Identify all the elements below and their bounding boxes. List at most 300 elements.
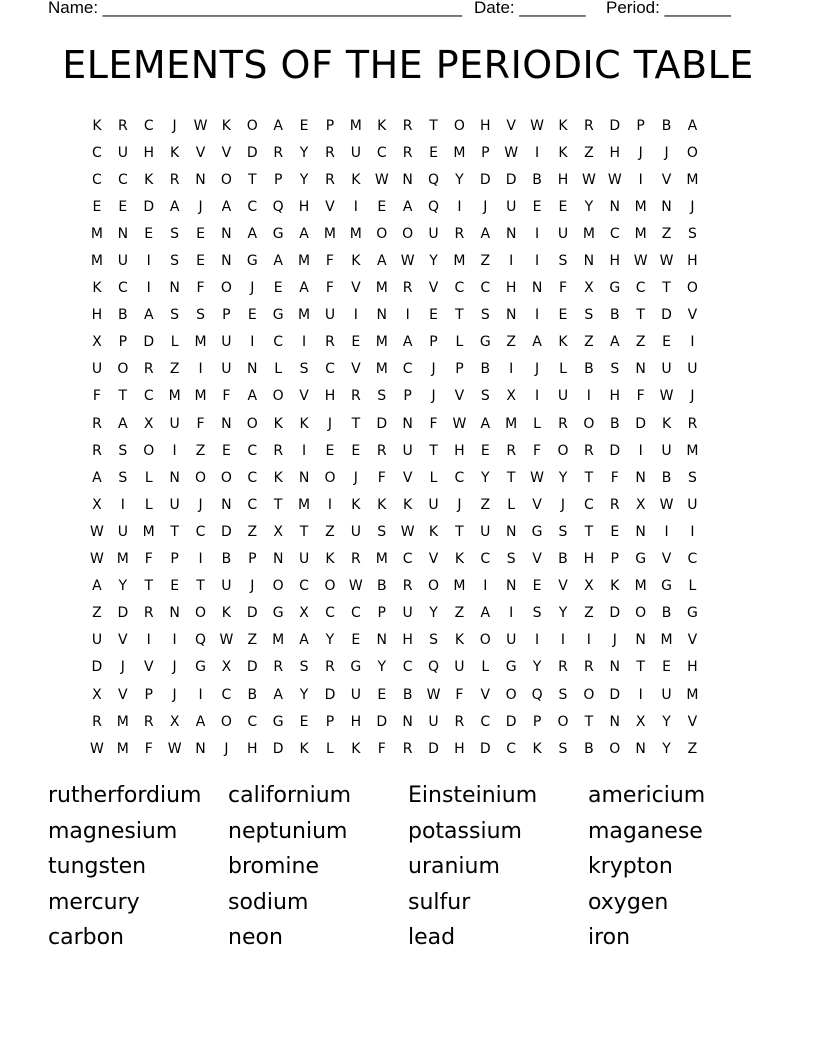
grid-letter: N	[247, 361, 258, 378]
grid-row	[84, 437, 732, 464]
grid-letter: D	[661, 307, 672, 324]
grid-letter: N	[531, 280, 543, 297]
grid-letter: Z	[661, 225, 672, 242]
grid-letter: P	[248, 551, 257, 568]
grid-letter: D	[505, 713, 517, 730]
grid-letter: H	[687, 659, 698, 676]
grid-letter: Y	[299, 144, 309, 161]
grid-letter: W	[530, 117, 544, 134]
grid-letter: M	[194, 388, 207, 405]
grid-letter: I	[586, 632, 591, 649]
grid-letter: N	[635, 632, 646, 649]
grid-letter: L	[481, 659, 490, 676]
word-list-item: tungsten	[48, 854, 147, 880]
grid-letter: V	[118, 686, 128, 703]
grid-row	[84, 139, 732, 166]
grid-letter: S	[299, 659, 309, 676]
grid-letter: O	[220, 469, 232, 486]
grid-letter: V	[687, 632, 698, 649]
grid-letter: X	[635, 713, 646, 730]
grid-letter: A	[273, 686, 283, 703]
grid-letter: V	[195, 144, 206, 161]
grid-letter: K	[273, 469, 283, 486]
grid-letter: E	[299, 117, 309, 134]
grid-letter: J	[224, 740, 229, 757]
grid-letter: R	[402, 280, 413, 297]
grid-letter: M	[116, 740, 129, 757]
grid-letter: Y	[455, 171, 464, 188]
grid-letter: N	[505, 307, 517, 324]
grid-letter: U	[687, 361, 698, 378]
grid-letter: C	[480, 713, 491, 730]
grid-letter: Z	[480, 253, 491, 270]
grid-letter: I	[353, 307, 358, 324]
grid-letter: M	[375, 551, 388, 568]
grid-letter: G	[350, 659, 362, 676]
grid-letter: V	[299, 388, 309, 405]
grid-letter: A	[195, 713, 206, 730]
grid-letter: J	[457, 496, 462, 513]
grid-row	[84, 329, 732, 356]
grid-letter: D	[91, 659, 103, 676]
grid-letter: N	[402, 171, 413, 188]
grid-letter: W	[219, 632, 234, 649]
grid-letter: I	[509, 253, 514, 270]
grid-letter: T	[584, 469, 594, 486]
grid-letter: X	[584, 578, 594, 595]
grid-letter: U	[117, 523, 128, 540]
grid-letter: C	[299, 578, 309, 595]
grid-letter: W	[193, 117, 208, 134]
grid-letter: C	[454, 280, 465, 297]
grid-letter: V	[351, 361, 361, 378]
grid-letter: C	[247, 442, 258, 459]
word-list	[48, 778, 768, 956]
grid-letter: D	[479, 740, 491, 757]
grid-letter: B	[480, 361, 491, 378]
grid-letter: S	[118, 442, 128, 459]
grid-letter: E	[377, 198, 387, 215]
grid-letter: K	[92, 280, 102, 297]
grid-row	[84, 681, 732, 708]
grid-letter: B	[402, 686, 413, 703]
grid-row	[84, 220, 732, 247]
grid-letter: B	[609, 415, 620, 432]
grid-letter: U	[661, 361, 672, 378]
grid-letter: A	[247, 225, 258, 242]
grid-letter: B	[247, 686, 258, 703]
grid-letter: K	[92, 117, 102, 134]
grid-letter: V	[428, 551, 439, 568]
grid-letter: A	[143, 307, 154, 324]
grid-row	[84, 600, 732, 627]
grid-letter: O	[220, 713, 232, 730]
grid-letter: U	[454, 659, 465, 676]
grid-letter: E	[429, 144, 438, 161]
grid-letter: A	[480, 415, 491, 432]
grid-letter: F	[533, 442, 542, 459]
grid-letter: R	[609, 496, 620, 513]
grid-letter: W	[90, 551, 104, 568]
grid-letter: E	[118, 198, 128, 215]
grid-letter: A	[273, 253, 283, 270]
grid-letter: C	[402, 551, 413, 568]
grid-letter: X	[92, 686, 102, 703]
grid-letter: U	[506, 632, 517, 649]
grid-letter: V	[221, 144, 232, 161]
grid-letter: Z	[325, 523, 335, 540]
grid-letter: O	[246, 415, 258, 432]
grid-letter: I	[560, 632, 566, 649]
grid-letter: R	[143, 361, 154, 378]
grid-letter: I	[586, 388, 591, 405]
grid-letter: M	[90, 253, 103, 270]
grid-letter: I	[120, 496, 125, 513]
grid-letter: I	[509, 361, 514, 378]
grid-letter: I	[483, 578, 488, 595]
grid-letter: D	[246, 659, 258, 676]
grid-letter: A	[532, 334, 542, 351]
grid-letter: U	[117, 253, 128, 270]
grid-letter: R	[402, 117, 413, 134]
grid-letter: N	[221, 225, 232, 242]
grid-letter: Z	[169, 361, 180, 378]
period-line: Period: _______	[606, 0, 731, 17]
grid-letter: T	[429, 442, 438, 459]
grid-letter: G	[531, 523, 543, 540]
grid-letter: I	[172, 442, 177, 459]
grid-letter: I	[327, 496, 333, 513]
grid-letter: O	[194, 605, 207, 622]
grid-letter: U	[169, 415, 180, 432]
grid-letter: W	[504, 144, 519, 161]
grid-letter: Q	[194, 632, 207, 649]
grid-letter: P	[532, 713, 542, 730]
grid-letter: C	[325, 605, 335, 622]
grid-letter: S	[196, 307, 205, 324]
grid-letter: N	[221, 415, 232, 432]
grid-letter: R	[143, 713, 154, 730]
grid-letter: Y	[532, 659, 542, 676]
grid-letter: P	[636, 117, 645, 134]
grid-letter: R	[454, 713, 465, 730]
grid-letter: E	[558, 198, 568, 215]
grid-letter: C	[583, 496, 594, 513]
grid-letter: K	[221, 605, 231, 622]
grid-letter: R	[687, 415, 698, 432]
grid-letter: B	[558, 551, 568, 568]
grid-letter: I	[250, 334, 255, 351]
grid-letter: I	[690, 523, 695, 540]
grid-letter: N	[169, 280, 180, 297]
grid-letter: N	[169, 469, 180, 486]
grid-letter: Z	[92, 605, 102, 622]
grid-letter: H	[298, 198, 310, 215]
grid-letter: G	[609, 280, 621, 297]
grid-letter: R	[402, 144, 413, 161]
grid-letter: O	[557, 713, 569, 730]
grid-letter: Z	[480, 496, 491, 513]
grid-letter: F	[636, 388, 645, 405]
grid-row	[84, 654, 732, 681]
grid-letter: D	[117, 605, 129, 622]
grid-letter: H	[480, 117, 491, 134]
grid-letter: U	[428, 713, 439, 730]
grid-letter: Q	[531, 686, 543, 703]
grid-letter: V	[687, 307, 698, 324]
grid-letter: C	[92, 144, 102, 161]
grid-letter: D	[272, 740, 284, 757]
grid-letter: H	[609, 144, 621, 161]
grid-letter: M	[116, 713, 129, 730]
grid-letter: E	[558, 307, 568, 324]
grid-letter: M	[298, 307, 311, 324]
grid-letter: S	[584, 307, 594, 324]
grid-letter: Z	[584, 605, 594, 622]
grid-letter: T	[170, 523, 179, 540]
grid-letter: V	[325, 198, 335, 215]
grid-letter: V	[661, 551, 672, 568]
grid-letter: W	[659, 388, 674, 405]
grid-letter: C	[376, 144, 387, 161]
grid-letter: H	[350, 713, 362, 730]
grid-letter: L	[533, 415, 541, 432]
grid-letter: A	[247, 388, 258, 405]
grid-letter: A	[273, 117, 283, 134]
grid-letter: C	[117, 280, 128, 297]
grid-letter: D	[376, 713, 388, 730]
grid-letter: I	[638, 442, 643, 459]
grid-letter: K	[403, 496, 413, 513]
grid-letter: G	[635, 551, 647, 568]
grid-letter: Y	[662, 713, 671, 730]
grid-letter: L	[455, 334, 464, 351]
grid-row	[84, 491, 732, 518]
grid-row	[84, 247, 732, 274]
grid-letter: K	[532, 740, 542, 757]
grid-letter: O	[453, 117, 465, 134]
grid-letter: T	[144, 578, 153, 595]
grid-letter: S	[532, 605, 542, 622]
grid-letter: J	[535, 361, 540, 378]
grid-letter: X	[273, 523, 283, 540]
grid-letter: S	[377, 523, 387, 540]
grid-letter: C	[143, 388, 154, 405]
grid-letter: R	[506, 442, 517, 459]
grid-letter: Q	[428, 198, 440, 215]
grid-letter: O	[479, 632, 491, 649]
grid-letter: M	[453, 578, 466, 595]
grid-letter: W	[348, 578, 363, 595]
grid-letter: E	[480, 442, 490, 459]
grid-letter: Y	[558, 469, 568, 486]
grid-letter: C	[247, 496, 258, 513]
grid-letter: U	[506, 198, 517, 215]
grid-letter: J	[612, 632, 617, 649]
grid-row	[84, 193, 732, 220]
grid-letter: T	[584, 713, 594, 730]
grid-row	[84, 518, 732, 545]
grid-letter: G	[246, 253, 258, 270]
grid-letter: D	[376, 415, 388, 432]
grid-letter: T	[455, 307, 464, 324]
grid-letter: N	[376, 632, 387, 649]
word-list-item: iron	[588, 925, 631, 951]
grid-letter: O	[272, 388, 284, 405]
grid-letter: U	[350, 523, 361, 540]
grid-letter: D	[635, 415, 647, 432]
grid-letter: A	[609, 334, 620, 351]
grid-letter: T	[351, 415, 361, 432]
grid-letter: A	[92, 469, 102, 486]
grid-letter: U	[557, 388, 569, 405]
grid-letter: M	[142, 523, 155, 540]
grid-letter: F	[325, 253, 334, 270]
grid-letter: J	[690, 388, 695, 405]
grid-letter: D	[428, 740, 439, 757]
grid-letter: J	[483, 198, 488, 215]
grid-letter: A	[221, 198, 232, 215]
grid-letter: G	[272, 225, 284, 242]
grid-letter: I	[146, 253, 151, 270]
grid-letter: U	[661, 686, 672, 703]
grid-letter: N	[635, 740, 646, 757]
grid-letter: V	[351, 280, 361, 297]
grid-letter: J	[664, 144, 669, 161]
grid-letter: S	[610, 361, 620, 378]
grid-letter: D	[143, 198, 155, 215]
grid-letter: X	[143, 415, 154, 432]
grid-letter: Z	[247, 523, 258, 540]
grid-letter: J	[431, 361, 436, 378]
grid-letter: S	[558, 253, 568, 270]
word-list-item: magnesium	[48, 818, 178, 844]
grid-letter: K	[325, 551, 335, 568]
grid-letter: R	[376, 442, 387, 459]
grid-letter: H	[583, 551, 595, 568]
grid-letter: R	[273, 442, 284, 459]
grid-letter: U	[117, 144, 128, 161]
grid-letter: E	[196, 253, 205, 270]
grid-letter: V	[532, 551, 542, 568]
grid-letter: S	[687, 225, 697, 242]
name-line: Name: ______________________________________	[48, 0, 463, 17]
grid-letter: V	[558, 578, 568, 595]
grid-letter: G	[195, 659, 206, 676]
grid-letter: A	[118, 415, 128, 432]
grid-letter: M	[323, 225, 336, 242]
grid-letter: Y	[299, 171, 309, 188]
grid-letter: U	[221, 334, 232, 351]
grid-letter: F	[92, 388, 101, 405]
grid-row	[84, 356, 732, 383]
grid-letter: D	[324, 686, 336, 703]
grid-letter: I	[690, 334, 695, 351]
grid-letter: W	[90, 523, 104, 540]
grid-letter: H	[454, 740, 465, 757]
grid-letter: J	[327, 415, 333, 432]
grid-letter: H	[143, 144, 154, 161]
grid-letter: O	[220, 171, 232, 188]
grid-letter: K	[558, 334, 568, 351]
grid-letter: S	[558, 686, 568, 703]
grid-letter: U	[480, 523, 491, 540]
grid-letter: U	[557, 225, 569, 242]
date-line: Date: _______	[474, 0, 586, 17]
word-list-item: neon	[228, 925, 283, 951]
grid-letter: T	[118, 388, 128, 405]
grid-letter: M	[375, 361, 388, 378]
grid-letter: Z	[195, 442, 206, 459]
grid-row	[84, 627, 732, 654]
grid-letter: O	[324, 578, 336, 595]
grid-letter: N	[272, 551, 284, 568]
grid-letter: I	[302, 334, 307, 351]
grid-letter: T	[299, 523, 309, 540]
grid-letter: Q	[428, 171, 440, 188]
grid-letter: P	[144, 686, 153, 703]
grid-letter: S	[506, 551, 516, 568]
grid-letter: V	[428, 280, 439, 297]
grid-letter: M	[582, 225, 595, 242]
grid-letter: S	[299, 361, 309, 378]
grid-letter: U	[428, 225, 439, 242]
grid-letter: E	[144, 225, 154, 242]
word-list-item: sulfur	[408, 889, 471, 915]
grid-letter: K	[454, 551, 464, 568]
grid-letter: O	[194, 469, 207, 486]
grid-letter: U	[350, 686, 361, 703]
word-list-item: maganese	[588, 818, 703, 844]
grid-letter: Z	[454, 605, 465, 622]
grid-letter: N	[298, 469, 310, 486]
word-list-item: americium	[588, 783, 706, 808]
word-list-item: neptunium	[228, 818, 348, 844]
grid-letter: U	[91, 632, 103, 649]
grid-letter: X	[299, 605, 309, 622]
grid-letter: K	[377, 117, 387, 134]
grid-letter: H	[687, 253, 698, 270]
grid-letter: N	[376, 307, 387, 324]
grid-letter: X	[584, 280, 594, 297]
grid-letter: W	[426, 686, 441, 703]
grid-letter: E	[273, 280, 283, 297]
grid-letter: S	[687, 469, 697, 486]
grid-letter: V	[118, 632, 128, 649]
grid-letter: K	[351, 740, 361, 757]
grid-letter: G	[687, 605, 698, 622]
grid-letter: K	[351, 171, 361, 188]
grid-letter: T	[636, 659, 645, 676]
grid-letter: M	[660, 632, 673, 649]
grid-letter: T	[506, 469, 516, 486]
grid-letter: M	[375, 280, 388, 297]
grid-letter: Y	[325, 632, 335, 649]
grid-letter: R	[92, 713, 102, 730]
grid-letter: R	[454, 225, 465, 242]
grid-letter: S	[558, 523, 568, 540]
grid-letter: C	[117, 171, 128, 188]
grid-letter: J	[172, 659, 177, 676]
grid-letter: J	[198, 198, 203, 215]
grid-letter: W	[374, 171, 389, 188]
grid-letter: A	[169, 198, 180, 215]
grid-letter: V	[402, 469, 413, 486]
grid-letter: E	[299, 713, 309, 730]
grid-letter: E	[247, 307, 257, 324]
grid-letter: P	[325, 117, 335, 134]
grid-letter: P	[429, 334, 438, 351]
